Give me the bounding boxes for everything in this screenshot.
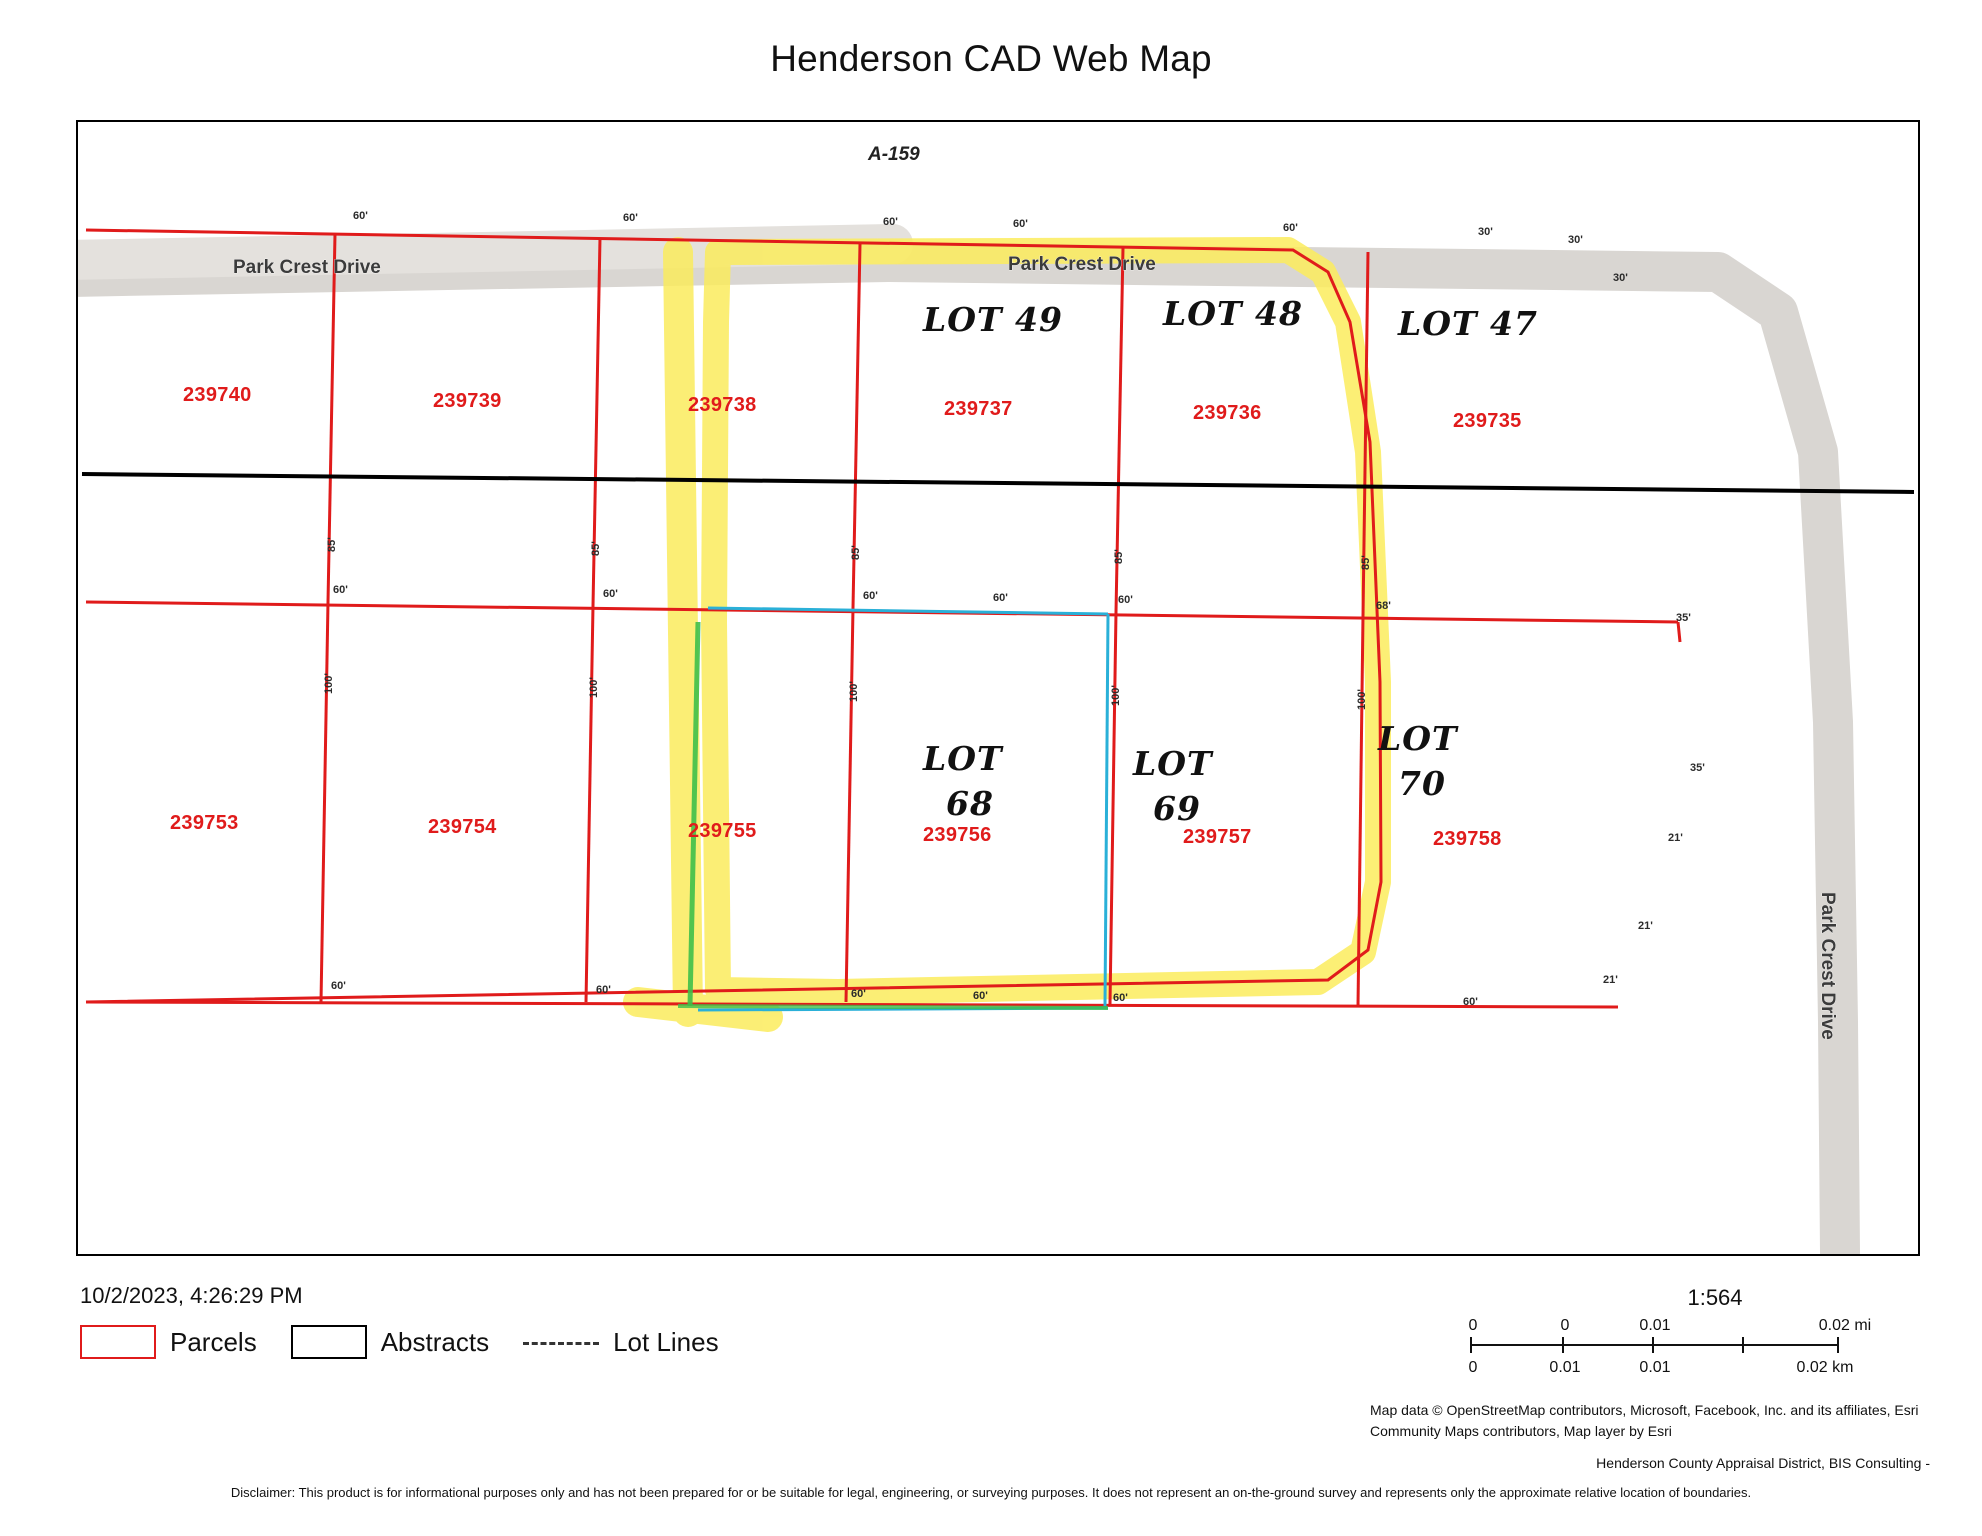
lot-label-49: LOT 49 bbox=[923, 300, 1063, 339]
abstracts-swatch-icon bbox=[291, 1325, 367, 1359]
street-park-crest-drive-right: Park Crest Drive bbox=[1817, 892, 1838, 1040]
lot-label-47: LOT 47 bbox=[1398, 304, 1538, 343]
scale-labels-km bbox=[1455, 1359, 1905, 1379]
scale-tick-3 bbox=[1742, 1337, 1744, 1353]
scale-km-1: 0.01 bbox=[1549, 1359, 1581, 1376]
map-source: Henderson County Appraisal District, BIS Consulting - bbox=[1596, 1455, 1930, 1471]
green-highlight-layer bbox=[678, 622, 1108, 1008]
parcel-id-239753[interactable]: 239753 bbox=[170, 812, 239, 834]
scale-km-2: 0.01 bbox=[1639, 1359, 1671, 1376]
parcel-id-239738[interactable]: 239738 bbox=[688, 394, 757, 416]
dim-top-8: 30' bbox=[1613, 272, 1628, 284]
dim-mid-5: 60' bbox=[1118, 594, 1133, 606]
dim-bot-2: 60' bbox=[596, 984, 611, 996]
scale-km-3: 0.02 km bbox=[1796, 1359, 1854, 1376]
parcel-id-239736[interactable]: 239736 bbox=[1193, 402, 1262, 424]
dim-bot-6: 60' bbox=[1463, 996, 1478, 1008]
road-casing-layer bbox=[78, 244, 1840, 1252]
dim-bot-1: 60' bbox=[331, 980, 346, 992]
map-vector-layer bbox=[78, 122, 1918, 1254]
dim-mid-3: 60' bbox=[863, 590, 878, 602]
parcel-id-239757[interactable]: 239757 bbox=[1183, 826, 1252, 848]
parcel-id-239755[interactable]: 239755 bbox=[688, 820, 757, 842]
dim-vert-upper-4: 85' bbox=[1113, 549, 1125, 564]
parcel-lines-layer bbox=[86, 230, 1680, 1007]
parcel-id-239754[interactable]: 239754 bbox=[428, 816, 497, 838]
scale-tick-1 bbox=[1562, 1337, 1564, 1353]
dim-vert-lower-5: 100' bbox=[1356, 689, 1368, 710]
lot-label-48: LOT 48 bbox=[1163, 294, 1303, 333]
dim-mid-2: 60' bbox=[603, 588, 618, 600]
map-disclaimer: Disclaimer: This product is for informational purposes only and has not been prepared for or be suitable for legal, engineering, or surveying purposes. It does not represent an on-the-ground survey and represents only the approximate relative location of boundaries. bbox=[230, 1485, 1752, 1500]
lot-label-70-line1: LOT bbox=[1378, 719, 1458, 758]
abstract-line-layer bbox=[82, 474, 1914, 492]
legend-item-lot-lines bbox=[523, 1327, 753, 1358]
parcels-swatch-icon bbox=[80, 1325, 156, 1359]
lot-lines-layer bbox=[698, 608, 1108, 1010]
dim-bot-10: 35' bbox=[1690, 762, 1705, 774]
scale-labels-miles bbox=[1455, 1317, 1905, 1337]
legend-item-parcels bbox=[80, 1325, 291, 1359]
highlighter-layer bbox=[638, 250, 1378, 1017]
dim-vert-upper-3: 85' bbox=[850, 545, 862, 560]
map-attribution: Map data © OpenStreetMap contributors, Microsoft, Facebook, Inc. and its affiliates, Esri Community Maps contributors, Map layer by Esri bbox=[1370, 1402, 1919, 1439]
dim-vert-lower-4: 100' bbox=[1110, 685, 1122, 706]
page-title: Henderson CAD Web Map bbox=[770, 38, 1212, 79]
lot-label-68-line2: 68 bbox=[946, 784, 994, 823]
timestamp: 10/2/2023, 4:26:29 PM bbox=[80, 1283, 303, 1308]
dim-mid-1: 60' bbox=[333, 584, 348, 596]
dim-vert-upper-1: 85' bbox=[326, 537, 338, 552]
dim-bot-5: 60' bbox=[1113, 992, 1128, 1004]
dim-mid-7: 35' bbox=[1676, 612, 1691, 624]
dim-vert-upper-5: 85' bbox=[1360, 555, 1372, 570]
lot-label-68-line1: LOT bbox=[923, 739, 1003, 778]
dim-vert-lower-3: 100' bbox=[848, 681, 860, 702]
scale-tick-2 bbox=[1652, 1337, 1654, 1353]
dim-vert-upper-2: 85' bbox=[590, 541, 602, 556]
legend-label-parcels: Parcels bbox=[170, 1326, 257, 1357]
map-canvas[interactable] bbox=[76, 120, 1920, 1256]
abstract-label: A-159 bbox=[868, 144, 920, 165]
parcel-id-239756[interactable]: 239756 bbox=[923, 824, 992, 846]
scale-bar bbox=[1470, 1337, 1839, 1353]
parcel-id-239735[interactable]: 239735 bbox=[1453, 410, 1522, 432]
dim-top-5: 60' bbox=[1283, 222, 1298, 234]
legend-label-lot-lines: Lot Lines bbox=[613, 1326, 719, 1357]
scale-km-0: 0 bbox=[1468, 1359, 1478, 1376]
scale-bar-block bbox=[1455, 1285, 1905, 1379]
scale-mi-0: 0 bbox=[1468, 1317, 1478, 1334]
lot-label-69-line2: 69 bbox=[1153, 789, 1201, 828]
dim-bot-4: 60' bbox=[973, 990, 988, 1002]
dim-mid-4: 60' bbox=[993, 592, 1008, 604]
dim-mid-6: 68' bbox=[1376, 600, 1391, 612]
dim-top-2: 60' bbox=[623, 212, 638, 224]
street-park-crest-drive-left: Park Crest Drive bbox=[233, 257, 381, 278]
lot-lines-swatch-icon bbox=[523, 1342, 599, 1345]
lot-label-69-line1: LOT bbox=[1133, 744, 1213, 783]
dim-top-3: 60' bbox=[883, 216, 898, 228]
lot-label-70-line2: 70 bbox=[1398, 764, 1446, 803]
dim-bot-7: 21' bbox=[1603, 974, 1618, 986]
dim-top-7: 30' bbox=[1568, 234, 1583, 246]
scale-mi-1: 0 bbox=[1560, 1317, 1570, 1334]
parcel-id-239740[interactable]: 239740 bbox=[183, 384, 252, 406]
dim-top-4: 60' bbox=[1013, 218, 1028, 230]
scale-ratio: 1:564 bbox=[1687, 1285, 1743, 1310]
scale-mi-2: 0.01 bbox=[1639, 1317, 1671, 1334]
street-park-crest-drive-top: Park Crest Drive bbox=[1008, 254, 1156, 275]
dim-vert-lower-1: 100' bbox=[323, 673, 335, 694]
parcel-id-239758[interactable]: 239758 bbox=[1433, 828, 1502, 850]
legend-label-abstracts: Abstracts bbox=[380, 1326, 490, 1357]
parcel-id-239737[interactable]: 239737 bbox=[944, 398, 1013, 420]
legend bbox=[80, 1325, 753, 1359]
dim-vert-lower-2: 100' bbox=[588, 677, 600, 698]
dim-top-6: 30' bbox=[1478, 226, 1493, 238]
parcel-id-239739[interactable]: 239739 bbox=[433, 390, 502, 412]
dim-top-1: 60' bbox=[353, 210, 368, 222]
dim-bot-9: 21' bbox=[1668, 832, 1683, 844]
dim-bot-3: 60' bbox=[851, 988, 866, 1000]
legend-item-abstracts bbox=[291, 1325, 523, 1359]
dim-bot-8: 21' bbox=[1638, 920, 1653, 932]
scale-mi-3: 0.02 mi bbox=[1818, 1317, 1872, 1334]
